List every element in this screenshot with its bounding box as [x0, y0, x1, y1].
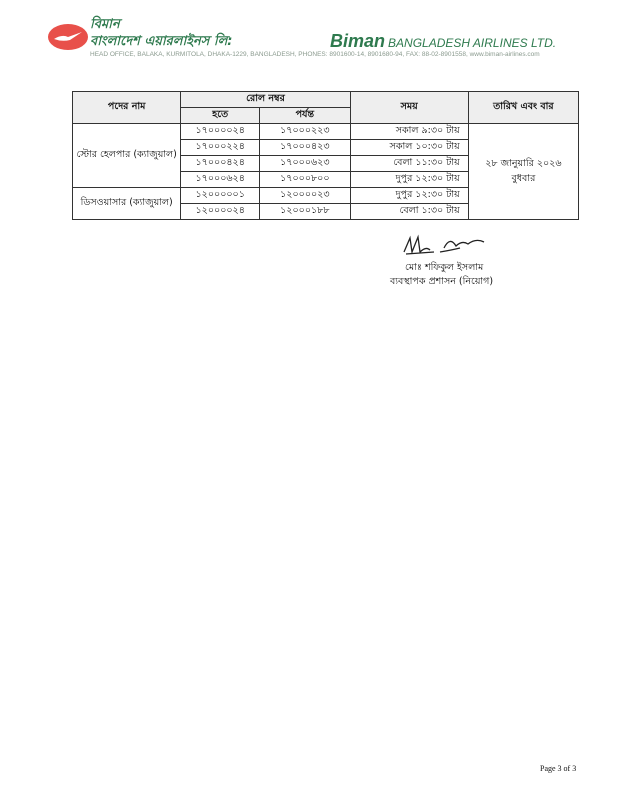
date-text: ২৮ জানুয়ারি ২০২৬	[485, 157, 562, 169]
brand-name-full: BANGLADESH AIRLINES LTD.	[388, 36, 557, 50]
biman-logo-icon	[48, 24, 88, 50]
exam-time: দুপুর ১২:৩০ টায়	[350, 188, 468, 204]
roll-from: ১৭০০০০২৪	[181, 124, 260, 140]
exam-time: বেলা ১১:৩০ টায়	[350, 156, 468, 172]
day-text: বুধবার	[511, 172, 536, 184]
header-time: সময়	[350, 92, 468, 124]
signatory-name: মোঃ শফিকুল ইসলাম	[405, 262, 484, 273]
roll-from: ১৭০০০৬২৪	[181, 172, 260, 188]
roll-to: ১৭০০০২২৩	[260, 124, 351, 140]
roll-from: ১২০০০০০১	[181, 188, 260, 204]
exam-time: সকাল ৯:৩০ টায়	[350, 124, 468, 140]
page-number: Page 3 of 3	[540, 764, 577, 773]
signatory-title: ব্যবস্থাপক প্রশাসন (নিয়োগ)	[390, 276, 494, 287]
brand-name: Biman	[330, 31, 386, 51]
roll-to: ১২০০০০২৩	[260, 188, 351, 204]
exam-time: সকাল ১০:৩০ টায়	[350, 140, 468, 156]
roll-to: ১৭০০০৬২৩	[260, 156, 351, 172]
header-post: পদের নাম	[73, 92, 181, 124]
letterhead-name-bn-2: বাংলাদেশ এয়ারলাইনস লি:	[90, 34, 233, 49]
table-row	[73, 124, 579, 140]
header-roll: রোল নম্বর	[181, 92, 350, 108]
signature	[400, 232, 495, 262]
exam-time: বেলা ১:৩০ টায়	[350, 204, 468, 220]
roll-from: ১৭০০০৪২৪	[181, 156, 260, 172]
post-name: স্টোর হেলপার (ক্যাজুয়াল)	[73, 124, 181, 188]
exam-date	[468, 124, 578, 220]
roll-to: ১২০০০১৮৮	[260, 204, 351, 220]
exam-time: দুপুর ১২:৩০ টায়	[350, 172, 468, 188]
letterhead-address: HEAD OFFICE, BALAKA, KURMITOLA, DHAKA-1229, BANGLADESH, PHONES: 8901600-14, 8901680-94, FAX: 88-02-8901558, www.biman-airlines.com	[90, 51, 540, 58]
post-name: ডিসওয়াসার (ক্যাজুয়াল)	[73, 188, 181, 220]
letterhead-name-en	[330, 31, 556, 52]
header-date: তারিখ এবং বার	[468, 92, 578, 124]
letterhead-name-bn: বিমান	[90, 17, 120, 32]
roll-to: ১৭০০০৮০০	[260, 172, 351, 188]
roll-to: ১৭০০০৪২৩	[260, 140, 351, 156]
roll-from: ১৭০০০২২৪	[181, 140, 260, 156]
header-from: হতে	[181, 108, 260, 124]
exam-schedule-table	[72, 91, 579, 220]
header-to: পর্যন্ত	[260, 108, 351, 124]
roll-from: ১২০০০০২৪	[181, 204, 260, 220]
